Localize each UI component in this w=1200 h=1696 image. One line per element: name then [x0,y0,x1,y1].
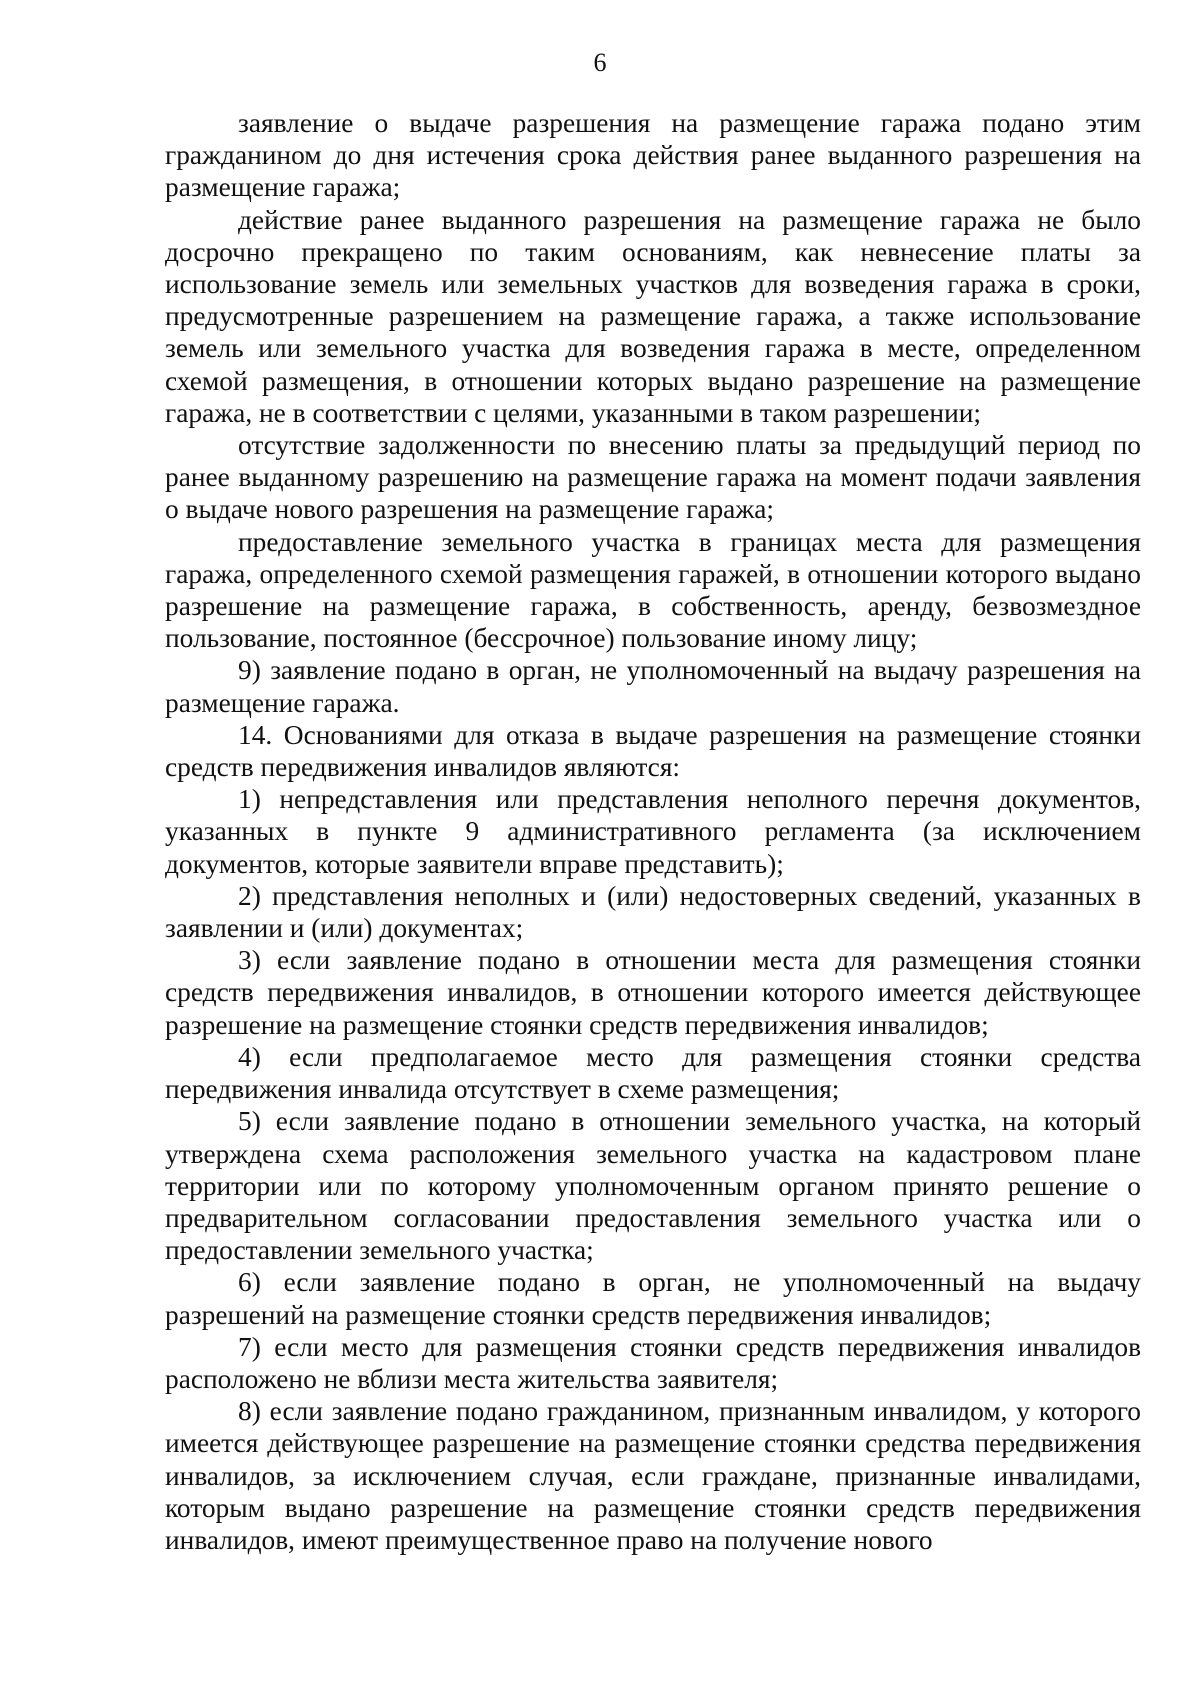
paragraph-item-2: 2) представления неполных и (или) недостоверных сведений, указанных в заявлении и (или) документах; [165,880,1141,944]
paragraph-land-granted-to-other: предоставление земельного участка в границах места для размещения гаража, определенного схемой размещения гаражей, в отношении которого выдано разрешение на размещение гаража, в собственность, аренду, безвозмездное пользование, постоянное (бессрочное) пользование иному лицу; [165,526,1141,654]
paragraph-permit-not-terminated: действие ранее выданного разрешения на размещение гаража не было досрочно прекращено по таким основаниям, как невнесение платы за использование земель или земельных участков для возведения гаража в сроки, предусмотренные разрешением на размещение гаража, а также использование земель или земельного участка для возведения гаража в месте, определенном схемой размещения, в отношении которых выдано разрешение на размещение гаража, не в соответствии с целями, указанными в таком разрешении; [165,204,1141,428]
paragraph-item-8: 8) если заявление подано гражданином, признанным инвалидом, у которого имеется действующее разрешение на размещение стоянки средства передвижения инвалидов, за исключением случая, если граждане, признанные инвалидами, которым выдано разрешение на размещение стоянки средств передвижения инвалидов, имеют преимущественное право на получение нового [165,1396,1141,1555]
paragraph-application-before-expiry: заявление о выдаче разрешения на размещение гаража подано этим гражданином до дня истечения срока действия ранее выданного разрешения на размещение гаража; [165,108,1141,203]
paragraph-item-9: 9) заявление подано в орган, не уполномоченный на выдачу разрешения на размещение гаража. [165,655,1141,718]
paragraph-no-debt: отсутствие задолженности по внесению платы за предыдущий период по ранее выданному разрешению на размещение гаража на момент подачи заявления о выдаче нового разрешения на размещение гаража; [165,430,1141,525]
paragraph-item-7: 7) если место для размещения стоянки средств передвижения инвалидов расположено не вблизи места жительства заявителя; [165,1331,1141,1394]
paragraph-item-6: 6) если заявление подано в орган, не уполномоченный на выдачу разрешений на размещение стоянки средств передвижения инвалидов; [165,1267,1141,1330]
paragraph-item-1: 1) непредставления или представления неполного перечня документов, указанных в пункте 9 административного регламента (за исключением документов, которые заявители вправе представить); [165,784,1141,879]
paragraph-section-14: 14. Основаниями для отказа в выдаче разрешения на размещение стоянки средств передвижения инвалидов являются: [165,719,1141,783]
paragraph-item-5: 5) если заявление подано в отношении земельного участка, на который утверждена схема расположения земельного участка на кадастровом плане территории или по которому уполномоченным органом принято решение о предварительном согласовании предоставления земельного участка или о предоставлении земельного участка; [165,1106,1141,1266]
paragraph-item-4: 4) если предполагаемое место для размещения стоянки средства передвижения инвалида отсутствует в схеме размещения; [165,1041,1141,1105]
document-body [165,107,1141,1556]
page-number: 6 [593,48,607,77]
paragraph-item-3: 3) если заявление подано в отношении места для размещения стоянки средств передвижения инвалидов, в отношении которого имеется действующее разрешение на размещение стоянки средств передвижения инвалидов; [165,945,1141,1040]
